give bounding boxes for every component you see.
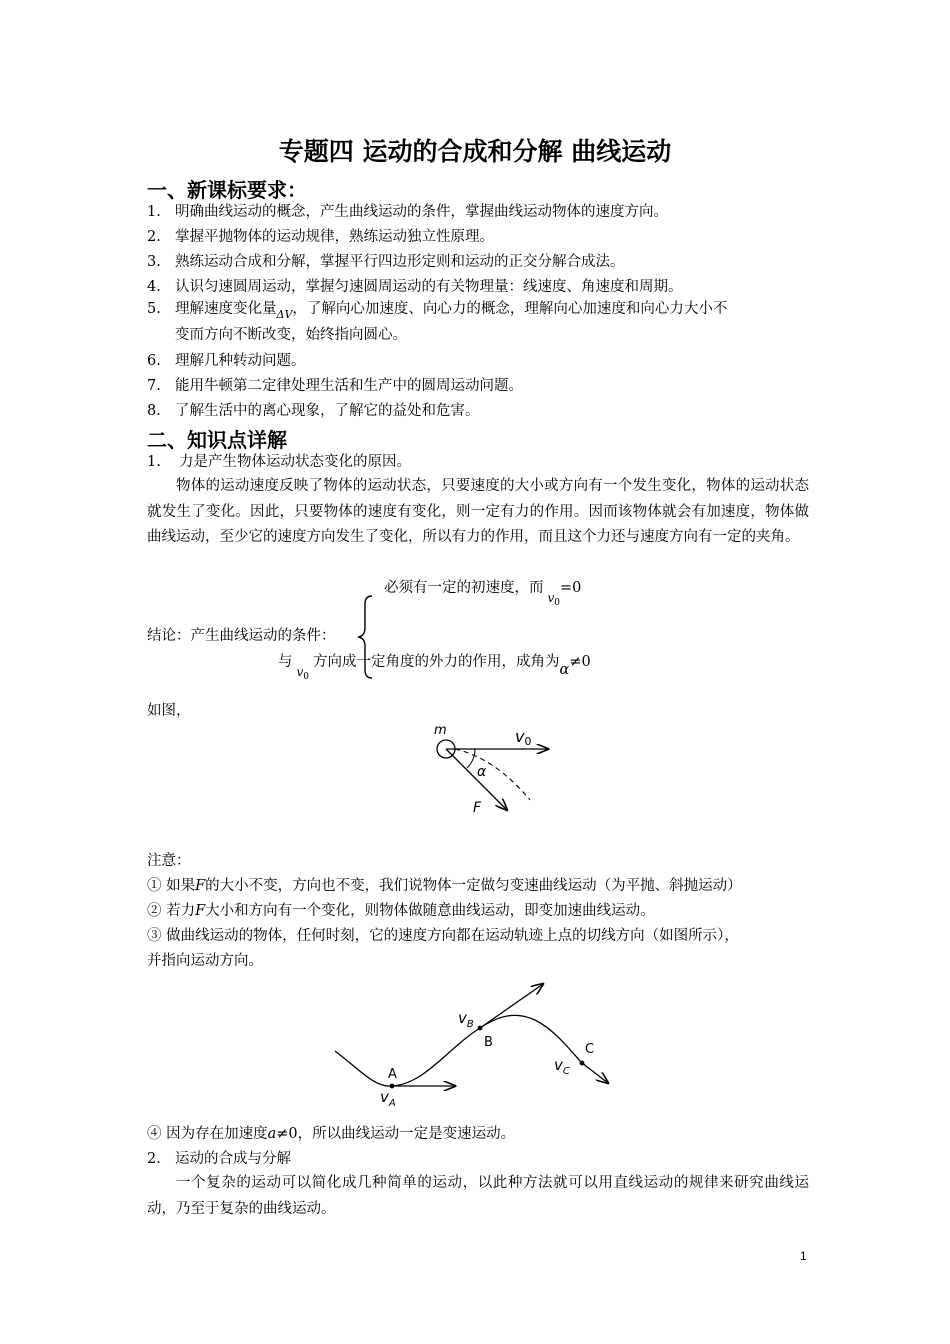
point-b-label: B	[484, 1035, 493, 1050]
list-item-text-cont: ，了解向心加速度、向心力的概念，理解向心加速度和向心力大小不	[292, 301, 728, 317]
list-item	[147, 374, 523, 399]
list-item-number: 3.	[147, 254, 161, 270]
figure-intro: 如图，	[147, 703, 191, 719]
note-4-b: ≠0，所以曲线运动一定是变速运动。	[276, 1126, 516, 1142]
note-2-b: 大小和方向有一个变化，则物体做随意曲线运动，即变加速曲线运动。	[205, 903, 655, 919]
list-item-number: 6.	[147, 353, 161, 369]
list-item-text: 运动的合成与分解	[175, 1151, 291, 1167]
velocity-arrow-c	[582, 1063, 608, 1083]
condition-2-text: 方向成一定角度的外力的作用，成角为	[313, 654, 560, 670]
mass-label: m	[434, 723, 447, 738]
velocity-arrow-b	[480, 984, 543, 1028]
force-velocity-diagram	[425, 718, 560, 818]
note-2	[147, 899, 655, 924]
note-4-a: ④ 因为存在加速度	[147, 1126, 268, 1142]
note-4	[147, 1122, 515, 1147]
note-1-b: 的大小不变，方向也不变，我们说物体一定做匀变速曲线运动（为平抛、斜抛运动）	[205, 878, 742, 894]
list-item-text: 熟练运动合成和分解，掌握平行四边形定则和运动的正交分解合成法。	[175, 254, 625, 270]
list-item-number: 5.	[147, 301, 161, 317]
angle-arc	[467, 749, 475, 768]
list-item	[147, 250, 625, 275]
point-b-dot	[478, 1026, 483, 1031]
point-c-dot	[580, 1061, 585, 1066]
velocity-label-a-sub: A	[388, 1098, 396, 1109]
list-item	[147, 1147, 291, 1172]
list-item	[147, 200, 668, 225]
list-item	[147, 225, 494, 250]
note-2-a: ② 若力	[147, 903, 196, 919]
list-item-number: 2.	[147, 229, 161, 245]
list-item-text: 理解几种转动问题。	[175, 353, 306, 369]
list-item-number: 4.	[147, 279, 161, 295]
condition-1-tail: =0	[560, 580, 582, 596]
point-a-label: A	[388, 1067, 397, 1082]
point-a-dot	[390, 1084, 395, 1089]
v0-label-v: v	[515, 727, 525, 746]
list-item-text: 明确曲线运动的概念，产生曲线运动的条件，掌握曲线运动物体的速度方向。	[175, 204, 668, 220]
condition-2-pre: 与	[278, 654, 293, 670]
list-item-number: 8.	[147, 403, 161, 419]
alpha-symbol: α	[559, 662, 570, 678]
v0-symbol: v	[296, 665, 304, 679]
section-heading-requirements: 一、新课标要求：	[147, 178, 307, 202]
list-item-text: 了解生活中的离心现象，了解它的益处和危害。	[175, 403, 480, 419]
v0-subscript: 0	[303, 672, 310, 682]
v0-label	[515, 727, 531, 748]
velocity-label-b	[458, 1009, 474, 1030]
list-item-number: 7.	[147, 378, 161, 394]
paragraph-composition: 一个复杂的运动可以简化成几种简单的运动，以此种方法就可以用直线运动的规律来研究曲线运动，乃至于复杂的曲线运动。	[147, 1175, 809, 1217]
velocity-label-a-v: v	[380, 1088, 389, 1106]
force-label: F	[473, 800, 482, 816]
velocity-label-b-v: v	[458, 1009, 467, 1027]
velocity-label-c-sub: C	[562, 1066, 570, 1077]
v0-subscript: 0	[554, 598, 561, 608]
condition-2-tail: ≠0	[569, 654, 591, 670]
curve-velocity-diagram	[330, 978, 620, 1118]
section-heading-knowledge: 二、知识点详解	[147, 428, 287, 452]
list-item-number: 2.	[147, 1151, 161, 1167]
list-item-text: 能用牛顿第二定律处理生活和生产中的圆周运动问题。	[175, 378, 523, 394]
list-item-text: 力是产生物体运动状态变化的原因。	[179, 454, 411, 470]
note-1	[147, 874, 742, 899]
v0-label-sub: 0	[524, 735, 532, 748]
v0-symbol: v	[547, 591, 555, 605]
alpha-label: α	[477, 764, 487, 780]
delta-v-symbol: ΔV	[276, 308, 293, 321]
list-item-text-wrap: 变而方向不断改变，始终指向圆心。	[175, 327, 407, 343]
condition-1	[384, 576, 581, 606]
list-item-text: 认识匀速圆周运动，掌握匀速圆周运动的有关物理量：线速度、角速度和周期。	[175, 279, 683, 295]
force-symbol: F	[195, 903, 206, 919]
list-item	[147, 349, 306, 374]
list-item	[147, 399, 480, 424]
conclusion-label: 结论：产生曲线运动的条件：	[147, 628, 336, 644]
condition-2	[278, 650, 591, 680]
list-item-text: 理解速度变化量	[175, 301, 277, 317]
note-label: 注意：	[147, 853, 191, 869]
velocity-label-c	[554, 1056, 570, 1077]
list-item	[147, 450, 411, 475]
page-number: 1	[800, 1249, 807, 1263]
list-item-number: 1.	[147, 454, 161, 470]
velocity-label-b-sub: B	[466, 1019, 474, 1030]
list-item-text: 掌握平抛物体的运动规律，熟练运动独立性原理。	[175, 229, 494, 245]
note-3: ③ 做曲线运动的物体，任何时刻，它的速度方向都在运动轨迹上点的切线方向（如图所示），	[147, 928, 739, 944]
list-item-number: 1.	[147, 204, 161, 220]
point-c-label: C	[585, 1042, 595, 1057]
note-1-a: ① 如果	[147, 878, 196, 894]
condition-1-text: 必须有一定的初速度，而	[384, 580, 544, 596]
note-3-cont: 并指向运动方向。	[147, 953, 263, 969]
force-symbol: F	[195, 878, 206, 894]
velocity-label-c-v: v	[554, 1056, 563, 1074]
trajectory-dashed	[455, 749, 530, 800]
acceleration-symbol: a	[267, 1126, 277, 1142]
page-title: 专题四 运动的合成和分解 曲线运动	[278, 137, 672, 166]
velocity-label-a	[380, 1088, 396, 1109]
paragraph-force: 物体的运动速度反映了物体的运动状态，只要速度的大小或方向有一个发生变化，物体的运动状态就发生了变化。因此，只要物体的速度有变化，则一定有力的作用。因而该物体就会有加速度，物体做曲线运动，至少它的速度方向发生了变化，所以有力的作用，而且这个力还与速度方向有一定的夹角。	[147, 478, 809, 545]
